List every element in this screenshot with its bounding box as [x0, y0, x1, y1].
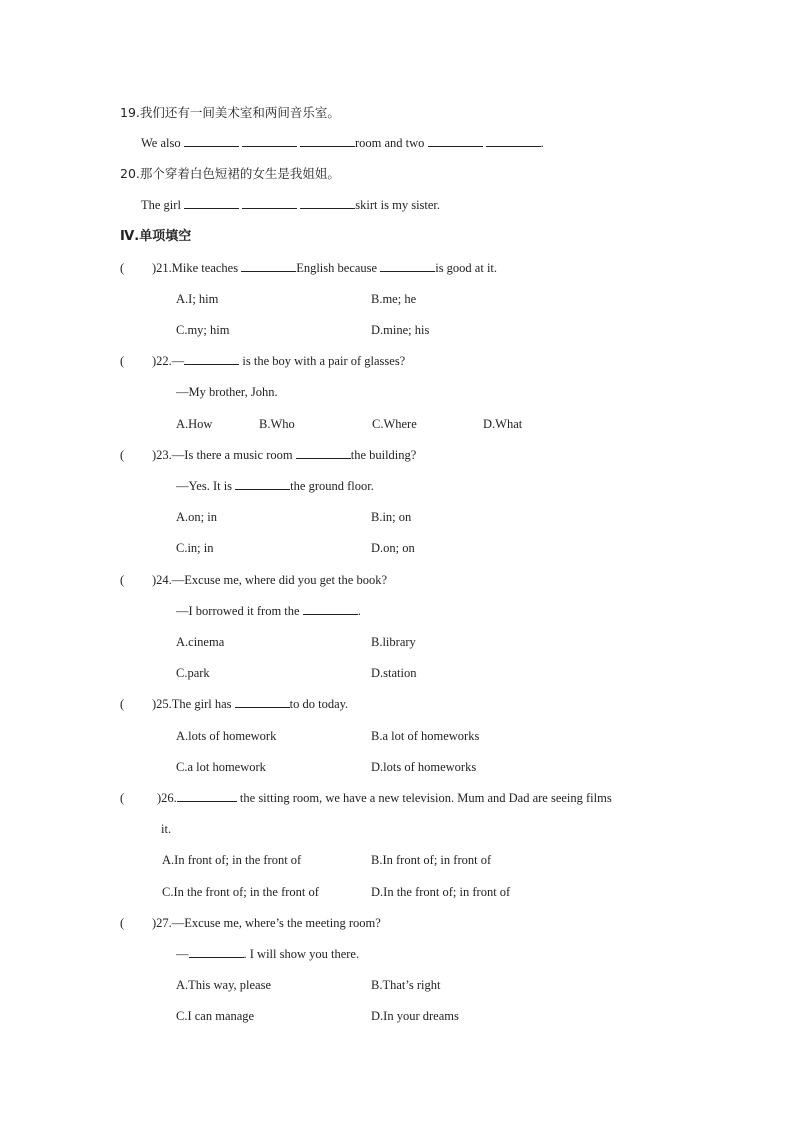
reply-text: . I will show you there. [243, 947, 360, 961]
answer-blank [235, 696, 290, 708]
answer-blank [235, 478, 290, 490]
stem-text: )22.— [152, 354, 185, 368]
stem-text: is the boy with a pair of glasses? [242, 354, 406, 368]
answer-blank[interactable] [184, 197, 239, 209]
answer-blank[interactable] [242, 197, 297, 209]
q21-stem [152, 260, 497, 276]
option-a[interactable]: A.I; him [176, 292, 219, 306]
stem-text: the sitting room, we have a new television. Mum and Dad are seeing films [239, 791, 612, 805]
stem-text: is good at it. [435, 261, 498, 275]
answer-blank[interactable] [300, 135, 355, 147]
option-b[interactable]: B.library [371, 635, 416, 649]
answer-blank[interactable] [300, 197, 355, 209]
q19-part2: room and two [354, 136, 425, 150]
answer-paren[interactable]: ( [120, 573, 125, 587]
option-a[interactable]: A.In front of; in the front of [162, 853, 302, 867]
option-b[interactable]: B.Who [259, 417, 295, 431]
option-c[interactable]: C.I can manage [176, 1009, 255, 1023]
answer-paren[interactable]: ( [120, 354, 125, 368]
q27-reply [176, 946, 359, 962]
option-d[interactable]: D.mine; his [371, 323, 430, 337]
option-c[interactable]: C.a lot homework [176, 760, 266, 774]
answer-paren[interactable]: ( [120, 791, 125, 805]
q20-prompt: 20.那个穿着白色短裙的女生是我姐姐。 [120, 166, 340, 181]
reply-text: — [176, 947, 189, 961]
stem-text: )26. [157, 791, 177, 805]
answer-paren[interactable]: ( [120, 697, 125, 711]
answer-blank[interactable] [486, 135, 541, 147]
q22-reply: —My brother, John. [176, 385, 278, 399]
option-d[interactable]: D.station [371, 666, 417, 680]
stem-text: English because [296, 261, 378, 275]
q19-prompt: 19.我们还有一间美术室和两间音乐室。 [120, 105, 340, 120]
option-d[interactable]: D.In your dreams [371, 1009, 459, 1023]
q23-reply [176, 478, 374, 494]
option-b[interactable]: B.a lot of homeworks [371, 729, 480, 743]
q20-part1: The girl [141, 198, 181, 212]
q25-stem [152, 696, 348, 712]
option-d[interactable]: D.In the front of; in front of [371, 885, 511, 899]
stem-text: to do today. [289, 697, 349, 711]
reply-text: . [357, 604, 361, 618]
option-a[interactable]: A.This way, please [176, 978, 271, 992]
answer-blank [380, 260, 435, 272]
stem-text: the building? [350, 448, 417, 462]
option-a[interactable]: A.lots of homework [176, 729, 277, 743]
option-a[interactable]: A.How [176, 417, 213, 431]
q23-stem [152, 447, 416, 463]
option-c[interactable]: C.Where [372, 417, 417, 431]
section-heading: Ⅳ.单项填空 [120, 229, 192, 244]
option-c[interactable]: C.In the front of; in the front of [162, 885, 319, 899]
answer-blank[interactable] [242, 135, 297, 147]
reply-text: —I borrowed it from the [176, 604, 300, 618]
q19-sentence [141, 135, 544, 151]
q19-part3: . [540, 136, 544, 150]
answer-paren[interactable]: ( [120, 448, 125, 462]
answer-blank[interactable] [184, 135, 239, 147]
answer-blank[interactable] [428, 135, 483, 147]
q26-stem [157, 790, 612, 806]
answer-blank [189, 946, 244, 958]
option-b[interactable]: B.In front of; in front of [371, 853, 492, 867]
reply-text: the ground floor. [290, 479, 374, 493]
option-c[interactable]: C.in; in [176, 541, 214, 555]
stem-text: )21.Mike teaches [152, 261, 239, 275]
option-b[interactable]: B.me; he [371, 292, 417, 306]
answer-blank [184, 353, 239, 365]
stem-text: )23.—Is there a music room [152, 448, 293, 462]
q24-stem: )24.—Excuse me, where did you get the book? [152, 573, 388, 587]
q20-part2: skirt is my sister. [355, 198, 441, 212]
q19-part1: We also [141, 136, 181, 150]
q22-stem [152, 353, 405, 369]
reply-text: —Yes. It is [176, 479, 233, 493]
answer-paren[interactable]: ( [120, 916, 125, 930]
answer-blank [303, 603, 358, 615]
answer-paren[interactable]: ( [120, 261, 125, 275]
q24-reply [176, 603, 361, 619]
option-d[interactable]: D.on; on [371, 541, 415, 555]
q26-stem-cont: it. [161, 822, 172, 836]
answer-blank [296, 447, 351, 459]
answer-blank [177, 790, 237, 802]
option-b[interactable]: B.in; on [371, 510, 412, 524]
option-d[interactable]: D.What [483, 417, 523, 431]
answer-blank [241, 260, 296, 272]
option-c[interactable]: C.park [176, 666, 210, 680]
option-c[interactable]: C.my; him [176, 323, 230, 337]
q20-sentence [141, 197, 440, 213]
option-a[interactable]: A.on; in [176, 510, 217, 524]
option-b[interactable]: B.That’s right [371, 978, 441, 992]
stem-text: )25.The girl has [152, 697, 232, 711]
option-d[interactable]: D.lots of homeworks [371, 760, 477, 774]
option-a[interactable]: A.cinema [176, 635, 225, 649]
q27-stem: )27.—Excuse me, where’s the meeting room? [152, 916, 381, 930]
